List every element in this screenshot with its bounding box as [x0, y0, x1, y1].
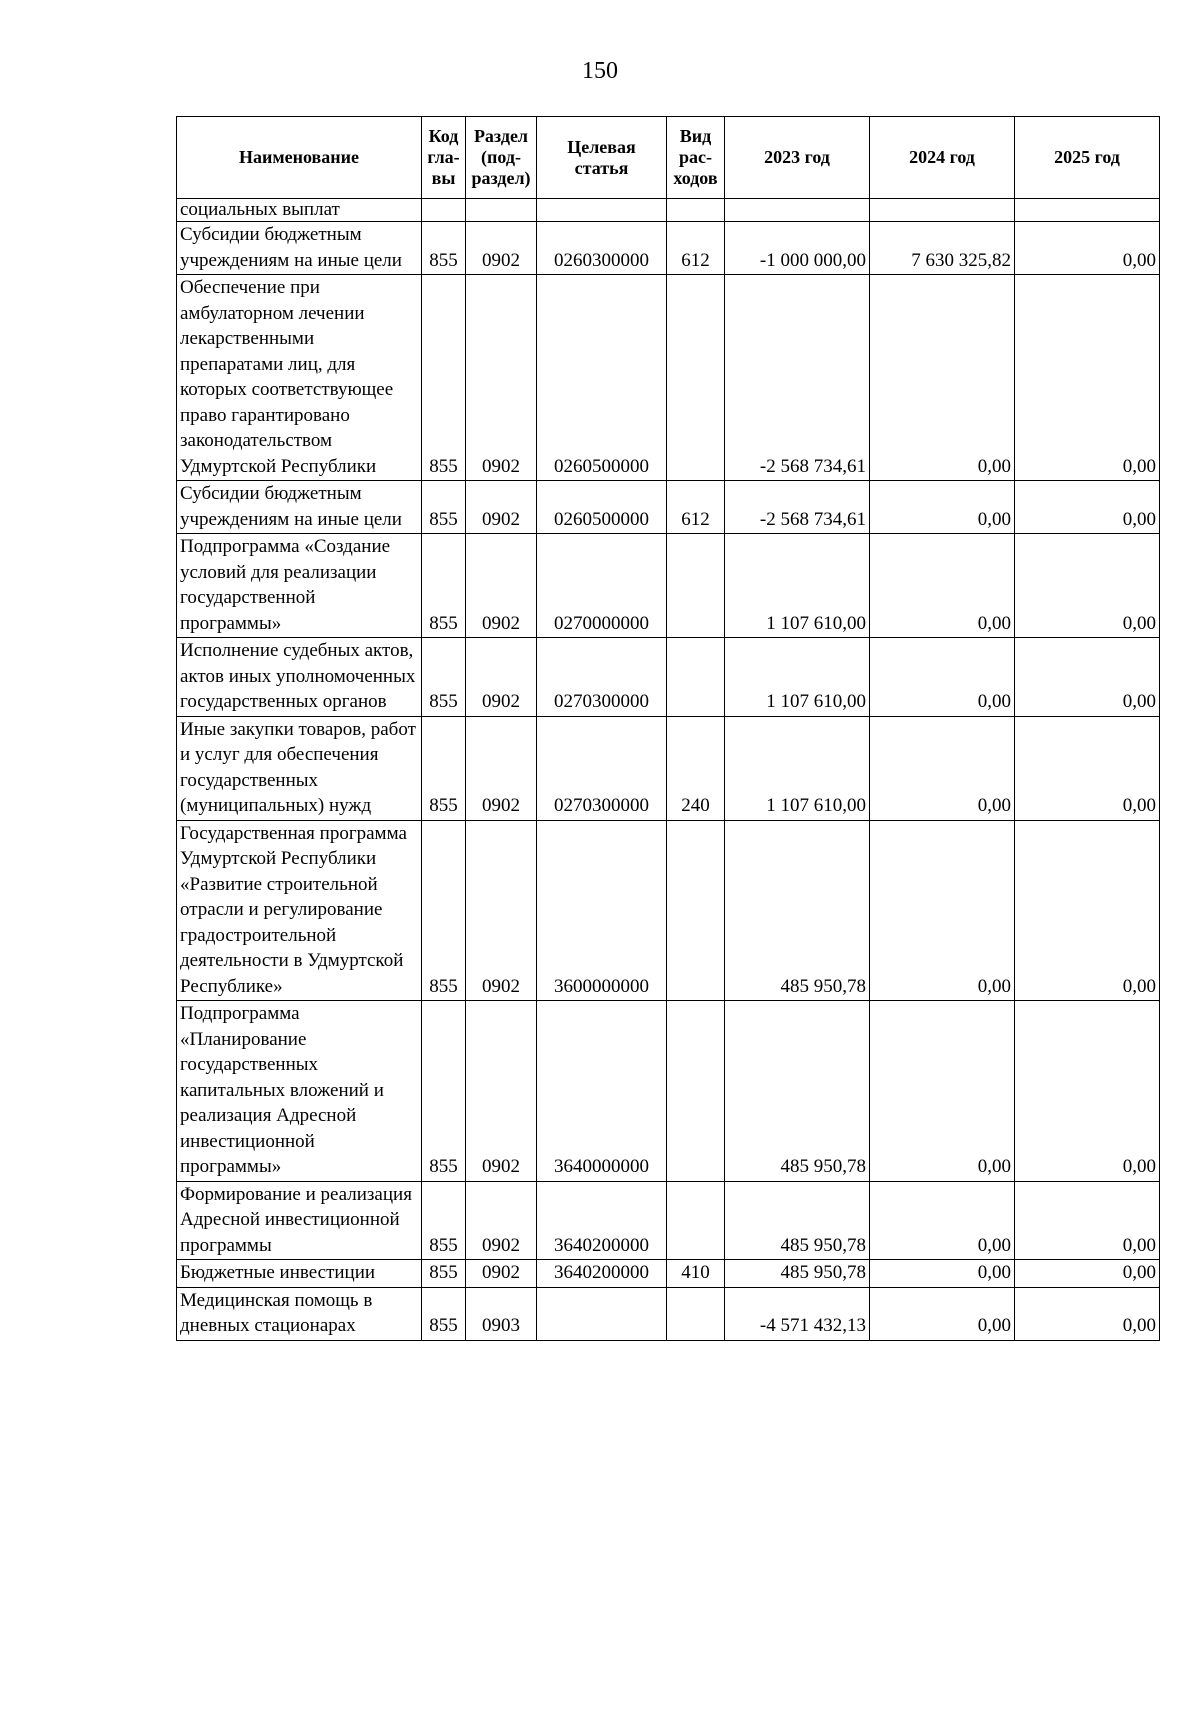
- cell-kod: 855: [422, 1001, 466, 1182]
- page-number: 150: [582, 58, 618, 84]
- cell-razdel: 0902: [466, 716, 537, 820]
- header-2023: 2023 год: [725, 117, 870, 199]
- table-row: [177, 222, 1160, 275]
- cell-2023: -4 571 432,13: [725, 1287, 870, 1340]
- cell-kod: 855: [422, 1181, 466, 1260]
- cell-2024: 0,00: [870, 1181, 1015, 1260]
- cell-statya: 3640200000: [537, 1260, 667, 1288]
- cell-vid: 240: [667, 716, 725, 820]
- cell-name: Бюджетные инвестиции: [177, 1260, 422, 1288]
- cell-kod: 855: [422, 481, 466, 534]
- cell-name: Подпрограмма «Создание условий для реализации государственной программы»: [177, 534, 422, 638]
- table-row: [177, 1181, 1160, 1260]
- cell-kod: [422, 199, 466, 222]
- cell-vid: [667, 1001, 725, 1182]
- cell-2024: 7 630 325,82: [870, 222, 1015, 275]
- cell-name: Субсидии бюджетным учреждениям на иные цели: [177, 222, 422, 275]
- cell-2025: 0,00: [1015, 716, 1160, 820]
- cell-2023: 485 950,78: [725, 1260, 870, 1288]
- cell-2025: 0,00: [1015, 1260, 1160, 1288]
- cell-razdel: 0902: [466, 1260, 537, 1288]
- cell-2025: 0,00: [1015, 1287, 1160, 1340]
- cell-name: социальных выплат: [177, 199, 422, 222]
- cell-statya: 0270300000: [537, 638, 667, 717]
- table-row: [177, 1260, 1160, 1288]
- header-razdel-line: Раздел: [473, 126, 529, 146]
- cell-kod: 855: [422, 534, 466, 638]
- cell-name: Обеспечение при амбулаторном лечении лекарственными препаратами лиц, для которых соответствующее право гарантировано законодательством Удмуртской Республики: [177, 275, 422, 481]
- cell-razdel: 0902: [466, 481, 537, 534]
- header-statya: [537, 117, 667, 199]
- cell-vid: 612: [667, 222, 725, 275]
- cell-2024: 0,00: [870, 534, 1015, 638]
- cell-2023: [725, 199, 870, 222]
- header-kod-line: Код: [428, 126, 459, 146]
- table-row: [177, 716, 1160, 820]
- cell-statya: 0270000000: [537, 534, 667, 638]
- cell-statya: 3600000000: [537, 820, 667, 1001]
- cell-name: Иные закупки товаров, работ и услуг для обеспечения государственных (муниципальных) нужд: [177, 716, 422, 820]
- cell-razdel: 0902: [466, 820, 537, 1001]
- cell-vid: [667, 820, 725, 1001]
- cell-2023: 1 107 610,00: [725, 638, 870, 717]
- header-vid-line: Вид: [679, 126, 712, 146]
- cell-kod: 855: [422, 638, 466, 717]
- table-header-row: [177, 117, 1160, 199]
- cell-statya: 0270300000: [537, 716, 667, 820]
- cell-vid: [667, 534, 725, 638]
- cell-name: Субсидии бюджетным учреждениям на иные цели: [177, 481, 422, 534]
- cell-kod: 855: [422, 716, 466, 820]
- cell-razdel: 0902: [466, 222, 537, 275]
- cell-2024: 0,00: [870, 275, 1015, 481]
- cell-statya: 0260500000: [537, 481, 667, 534]
- cell-vid: [667, 638, 725, 717]
- cell-2025: 0,00: [1015, 222, 1160, 275]
- table-row: [177, 1287, 1160, 1340]
- header-kod-line: вы: [431, 168, 456, 188]
- cell-vid: [667, 275, 725, 481]
- table-row: [177, 199, 1160, 222]
- header-vid-line: ходов: [673, 168, 718, 188]
- cell-razdel: 0903: [466, 1287, 537, 1340]
- cell-vid: [667, 1181, 725, 1260]
- cell-vid: [667, 199, 725, 222]
- cell-name: Государственная программа Удмуртской Республики «Развитие строительной отрасли и регулирование градостроительной деятельности в Удмуртской Республике»: [177, 820, 422, 1001]
- cell-vid: [667, 1287, 725, 1340]
- cell-2023: 1 107 610,00: [725, 534, 870, 638]
- header-razdel: [466, 117, 537, 199]
- header-statya-line: статья: [574, 157, 629, 178]
- cell-statya: [537, 199, 667, 222]
- cell-2024: 0,00: [870, 481, 1015, 534]
- cell-2025: 0,00: [1015, 534, 1160, 638]
- cell-2024: 0,00: [870, 638, 1015, 717]
- cell-2023: -2 568 734,61: [725, 481, 870, 534]
- cell-razdel: 0902: [466, 275, 537, 481]
- cell-vid: 410: [667, 1260, 725, 1288]
- table-row: [177, 534, 1160, 638]
- cell-statya: 0260500000: [537, 275, 667, 481]
- cell-name: Медицинская помощь в дневных стационарах: [177, 1287, 422, 1340]
- cell-2025: 0,00: [1015, 820, 1160, 1001]
- header-vid: [667, 117, 725, 199]
- header-2025: 2025 год: [1015, 117, 1160, 199]
- header-2024: 2024 год: [870, 117, 1015, 199]
- cell-statya: 3640200000: [537, 1181, 667, 1260]
- table-row: [177, 638, 1160, 717]
- cell-kod: 855: [422, 820, 466, 1001]
- header-kod-line: гла-: [427, 147, 460, 167]
- cell-kod: 855: [422, 1287, 466, 1340]
- cell-kod: 855: [422, 1260, 466, 1288]
- cell-razdel: 0902: [466, 638, 537, 717]
- cell-2023: 485 950,78: [725, 820, 870, 1001]
- cell-2025: 0,00: [1015, 1181, 1160, 1260]
- table-row: [177, 481, 1160, 534]
- cell-2025: 0,00: [1015, 275, 1160, 481]
- table-row: [177, 1001, 1160, 1182]
- table-row: [177, 820, 1160, 1001]
- cell-2024: 0,00: [870, 820, 1015, 1001]
- cell-2023: 485 950,78: [725, 1001, 870, 1182]
- cell-statya: [537, 1287, 667, 1340]
- budget-table: [176, 116, 1160, 1341]
- cell-2023: 485 950,78: [725, 1181, 870, 1260]
- cell-kod: 855: [422, 222, 466, 275]
- cell-razdel: 0902: [466, 1001, 537, 1182]
- cell-2024: 0,00: [870, 1260, 1015, 1288]
- cell-2024: 0,00: [870, 716, 1015, 820]
- cell-2025: [1015, 199, 1160, 222]
- header-name: Наименование: [177, 117, 422, 199]
- cell-vid: 612: [667, 481, 725, 534]
- cell-statya: 0260300000: [537, 222, 667, 275]
- cell-2023: -1 000 000,00: [725, 222, 870, 275]
- cell-razdel: 0902: [466, 534, 537, 638]
- cell-razdel: 0902: [466, 1181, 537, 1260]
- header-razdel-line: (под-: [481, 147, 521, 167]
- header-statya-line: Целевая: [567, 136, 636, 157]
- cell-2025: 0,00: [1015, 481, 1160, 534]
- header-kod: [422, 117, 466, 199]
- cell-razdel: [466, 199, 537, 222]
- header-razdel-line: раздел): [471, 168, 531, 188]
- cell-2025: 0,00: [1015, 638, 1160, 717]
- cell-2025: 0,00: [1015, 1001, 1160, 1182]
- cell-statya: 3640000000: [537, 1001, 667, 1182]
- table-row: [177, 275, 1160, 481]
- header-vid-line: рас-: [679, 147, 712, 167]
- cell-2024: 0,00: [870, 1001, 1015, 1182]
- cell-name: Формирование и реализация Адресной инвестиционной программы: [177, 1181, 422, 1260]
- cell-kod: 855: [422, 275, 466, 481]
- cell-name: Подпрограмма «Планирование государственных капитальных вложений и реализация Адресной инвестиционной программы»: [177, 1001, 422, 1182]
- cell-name: Исполнение судебных актов, актов иных уполномоченных государственных органов: [177, 638, 422, 717]
- cell-2024: 0,00: [870, 1287, 1015, 1340]
- cell-2023: 1 107 610,00: [725, 716, 870, 820]
- cell-2024: [870, 199, 1015, 222]
- cell-2023: -2 568 734,61: [725, 275, 870, 481]
